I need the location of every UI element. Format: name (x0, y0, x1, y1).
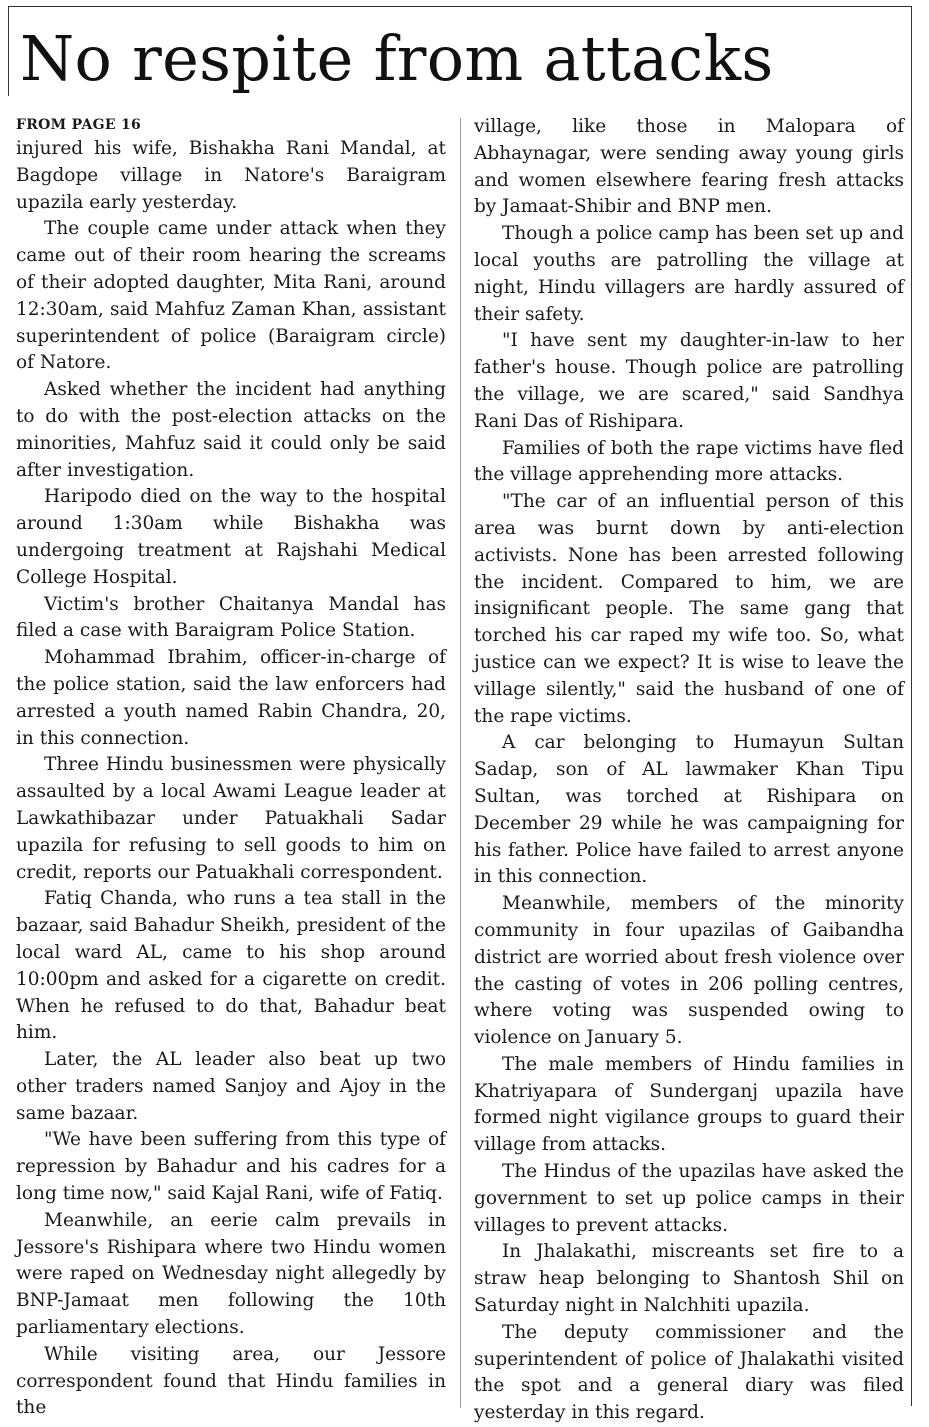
paragraph: village, like those in Malopara of Abhaynagar, were sending away young girls and women elsewhere fearing fresh attacks by Jamaat-Shibir and BNP men. (474, 116, 904, 218)
paragraph: Though a police camp has been set up and local youths are patrolling the village at night, Hindu villagers are hardly assured of their safety. (474, 223, 904, 325)
paragraph: Later, the AL leader also beat up two other traders named Sanjoy and Ajoy in the same bazaar. (16, 1049, 446, 1124)
paragraph: Mohammad Ibrahim, officer-in-charge of the police station, said the law enforcers had arrested a youth named Rabin Chandra, 20, in this connection. (16, 647, 446, 749)
paragraph: Meanwhile, members of the minority community in four upazilas of Gaibandha district are worried about fresh violence over the casting of votes in 206 polling centres, where voting was suspended owing to violence on January 5. (474, 893, 904, 1049)
paragraph: Asked whether the incident had anything to do with the post-election attacks on the minorities, Mahfuz said it could only be said after investigation. (16, 379, 446, 481)
column-divider (460, 118, 461, 1408)
right-column (474, 114, 904, 1427)
paragraph: Three Hindu businessmen were physically assaulted by a local Awami League leader at Lawkathibazar under Patuakhali Sadar upazila for refusing to sell goods to him on credit, reports our Patuakhali correspondent. (16, 754, 446, 883)
paragraph: "We have been suffering from this type of repression by Bahadur and his cadres for a long time now," said Kajal Rani, wife of Fatiq. (16, 1129, 446, 1205)
top-border-rule (8, 6, 912, 7)
paragraph: In Jhalakathi, miscreants set fire to a straw heap belonging to Shantosh Shil on Saturday night in Nalchhiti upazila. (474, 1241, 904, 1317)
paragraph: The deputy commissioner and the superintendent of police of Jhalakathi visited the spot and a general diary was filed yesterday in this regard. (474, 1321, 904, 1424)
jump-label: FROM PAGE 16 (16, 117, 142, 133)
left-border-rule (8, 6, 9, 96)
paragraph: "I have sent my daughter-in-law to her father's house. Though police are patrolling the village, we are scared," said Sandhya Rani Das of Rishipara. (474, 330, 904, 432)
paragraph: Fatiq Chanda, who runs a tea stall in the bazaar, said Bahadur Sheikh, president of the local ward AL, came to his shop around 10:00pm and asked for a cigarette on credit. When he refused to do that, Bahadur beat him. (16, 888, 446, 1044)
paragraph: Victim's brother Chaitanya Mandal has filed a case with Baraigram Police Station. (16, 593, 446, 642)
paragraph: injured his wife, Bishakha Rani Mandal, at Bagdope village in Natore's Baraigram upazila early yesterday. (16, 138, 446, 213)
article-headline: No respite from attacks (20, 22, 774, 95)
paragraph: Haripodo died on the way to the hospital around 1:30am while Bishakha was undergoing treatment at Rajshahi Medical College Hospital. (16, 486, 446, 588)
paragraph: The couple came under attack when they came out of their room hearing the screams of their adopted daughter, Mita Rani, around 12:30am, said Mahfuz Zaman Khan, assistant superintendent of police (Baraigram circle) of Natore. (16, 218, 446, 374)
left-column (16, 114, 446, 1422)
paragraph: "The car of an influential person of this area was burnt down by anti-election activists. None has been arrested following the incident. Compared to him, we are insignificant people. The same gang that torched his car raped my wife too. So, what justice can we expect? It is wise to leave the village silently," said the husband of one of the rape victims. (474, 491, 904, 727)
paragraph: The male members of Hindu families in Khatriyapara of Sunderganj upazila have formed night vigilance groups to guard their village from attacks. (474, 1053, 904, 1156)
paragraph: A car belonging to Humayun Sultan Sadap, son of AL lawmaker Khan Tipu Sultan, was torched at Rishipara on December 29 while he was campaigning for his father. Police have failed to arrest anyone in this connection. (474, 732, 904, 888)
paragraph: While visiting area, our Jessore correspondent found that Hindu families in the (16, 1343, 446, 1419)
right-border-rule (911, 6, 912, 1406)
paragraph: Families of both the rape victims have fled the village apprehending more attacks. (474, 437, 904, 486)
paragraph: Meanwhile, an eerie calm prevails in Jessore's Rishipara where two Hindu women were raped on Wednesday night allegedly by BNP-Jamaat men following the 10th parliamentary elections. (16, 1209, 446, 1339)
paragraph: The Hindus of the upazilas have asked the government to set up police camps in their villages to prevent attacks. (474, 1161, 904, 1236)
